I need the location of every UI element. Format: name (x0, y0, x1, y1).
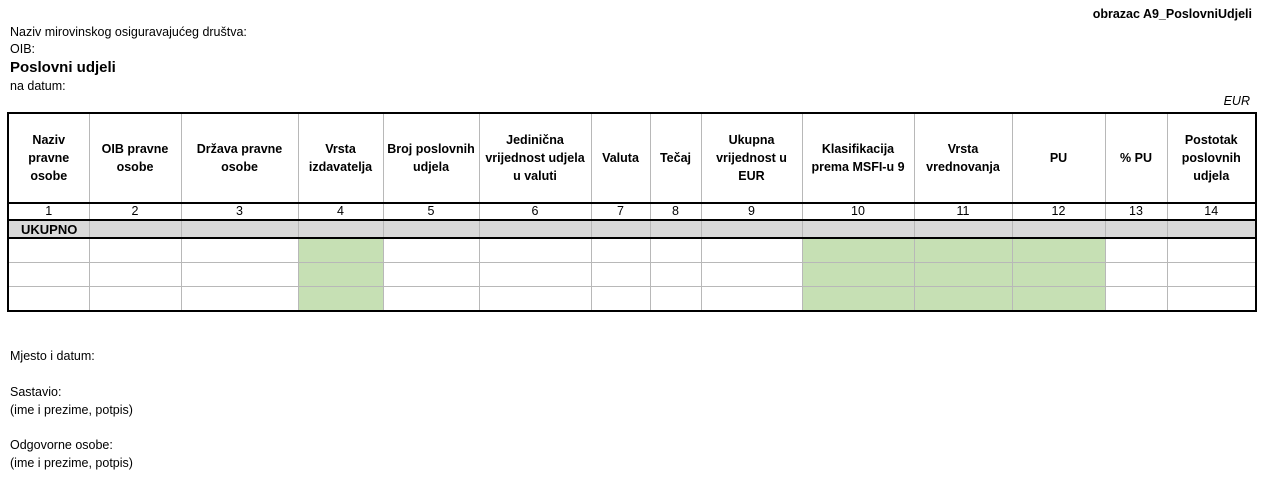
data-cell[interactable] (383, 287, 479, 312)
data-cell[interactable] (701, 287, 802, 312)
data-cell-highlighted[interactable] (298, 287, 383, 312)
table-row (8, 263, 1256, 287)
total-cell[interactable] (89, 220, 181, 238)
column-number-row (8, 203, 1256, 220)
data-cell[interactable] (479, 238, 591, 263)
column-number: 2 (89, 203, 181, 220)
data-cell[interactable] (181, 238, 298, 263)
column-header: Naziv pravne osobe (8, 113, 89, 203)
total-cell[interactable] (479, 220, 591, 238)
data-cell[interactable] (181, 263, 298, 287)
data-cell[interactable] (89, 287, 181, 312)
column-number: 7 (591, 203, 650, 220)
currency-label: EUR (1223, 94, 1250, 108)
column-header: Klasifikacija prema MSFI-u 9 (802, 113, 914, 203)
data-cell-highlighted[interactable] (298, 263, 383, 287)
responsible-persons-hint: (ime i prezime, potpis) (10, 456, 133, 470)
total-cell[interactable] (650, 220, 701, 238)
total-cell[interactable] (914, 220, 1012, 238)
total-cell[interactable] (591, 220, 650, 238)
data-cell[interactable] (8, 263, 89, 287)
table-row (8, 238, 1256, 263)
data-cell[interactable] (650, 263, 701, 287)
column-header: Vrsta vrednovanja (914, 113, 1012, 203)
column-number: 13 (1105, 203, 1167, 220)
data-cell[interactable] (701, 238, 802, 263)
form-code: obrazac A9_PoslovniUdjeli (1092, 7, 1252, 21)
table-header-row (8, 113, 1256, 203)
column-number: 10 (802, 203, 914, 220)
data-cell-highlighted[interactable] (802, 287, 914, 312)
column-number: 5 (383, 203, 479, 220)
data-cell[interactable] (1167, 238, 1256, 263)
total-cell[interactable] (701, 220, 802, 238)
column-header: % PU (1105, 113, 1167, 203)
data-cell-highlighted[interactable] (1012, 287, 1105, 312)
total-cell[interactable] (1105, 220, 1167, 238)
column-number: 6 (479, 203, 591, 220)
data-cell-highlighted[interactable] (914, 238, 1012, 263)
data-cell[interactable] (1167, 287, 1256, 312)
column-number: 3 (181, 203, 298, 220)
company-name-label: Naziv mirovinskog osiguravajućeg društva: (10, 25, 247, 39)
data-cell[interactable] (181, 287, 298, 312)
compiled-by-label: Sastavio: (10, 385, 62, 399)
column-number: 4 (298, 203, 383, 220)
total-label: UKUPNO (8, 220, 89, 238)
column-header: Ukupna vrijednost u EUR (701, 113, 802, 203)
data-cell-highlighted[interactable] (298, 238, 383, 263)
data-cell[interactable] (479, 287, 591, 312)
data-cell[interactable] (1167, 263, 1256, 287)
responsible-persons-label: Odgovorne osobe: (10, 438, 113, 452)
data-cell-highlighted[interactable] (802, 263, 914, 287)
data-cell[interactable] (701, 263, 802, 287)
data-cell[interactable] (383, 238, 479, 263)
data-cell-highlighted[interactable] (1012, 263, 1105, 287)
data-cell[interactable] (89, 263, 181, 287)
date-label: na datum: (10, 79, 66, 93)
data-cell[interactable] (8, 238, 89, 263)
data-cell[interactable] (1105, 238, 1167, 263)
data-cell[interactable] (1105, 263, 1167, 287)
oib-label: OIB: (10, 42, 36, 56)
column-header: OIB pravne osobe (89, 113, 181, 203)
data-cell[interactable] (1105, 287, 1167, 312)
data-cell-highlighted[interactable] (802, 238, 914, 263)
column-header: PU (1012, 113, 1105, 203)
total-cell[interactable] (181, 220, 298, 238)
column-number: 11 (914, 203, 1012, 220)
data-cell[interactable] (89, 238, 181, 263)
column-number: 12 (1012, 203, 1105, 220)
page-title: Poslovni udjeli (10, 59, 116, 76)
column-header: Valuta (591, 113, 650, 203)
data-cell-highlighted[interactable] (914, 287, 1012, 312)
data-cell[interactable] (650, 238, 701, 263)
column-number: 8 (650, 203, 701, 220)
total-cell[interactable] (298, 220, 383, 238)
total-cell[interactable] (802, 220, 914, 238)
total-row (8, 220, 1256, 238)
data-cell[interactable] (591, 287, 650, 312)
data-cell[interactable] (479, 263, 591, 287)
data-cell-highlighted[interactable] (914, 263, 1012, 287)
column-header: Postotak poslovnih udjela (1167, 113, 1256, 203)
data-cell-highlighted[interactable] (1012, 238, 1105, 263)
data-cell[interactable] (8, 287, 89, 312)
total-cell[interactable] (1012, 220, 1105, 238)
compiled-by-hint: (ime i prezime, potpis) (10, 403, 133, 417)
data-cell[interactable] (591, 263, 650, 287)
total-cell[interactable] (1167, 220, 1256, 238)
data-cell[interactable] (650, 287, 701, 312)
column-header: Država pravne osobe (181, 113, 298, 203)
column-header: Vrsta izdavatelja (298, 113, 383, 203)
column-header: Tečaj (650, 113, 701, 203)
table-row (8, 287, 1256, 312)
business-shares-table (7, 112, 1257, 312)
column-number: 9 (701, 203, 802, 220)
column-header: Jedinična vrijednost udjela u valuti (479, 113, 591, 203)
column-number: 14 (1167, 203, 1256, 220)
data-cell[interactable] (383, 263, 479, 287)
place-date-label: Mjesto i datum: (10, 349, 95, 363)
column-number: 1 (8, 203, 89, 220)
column-header: Broj poslovnih udjela (383, 113, 479, 203)
data-cell[interactable] (591, 238, 650, 263)
total-cell[interactable] (383, 220, 479, 238)
